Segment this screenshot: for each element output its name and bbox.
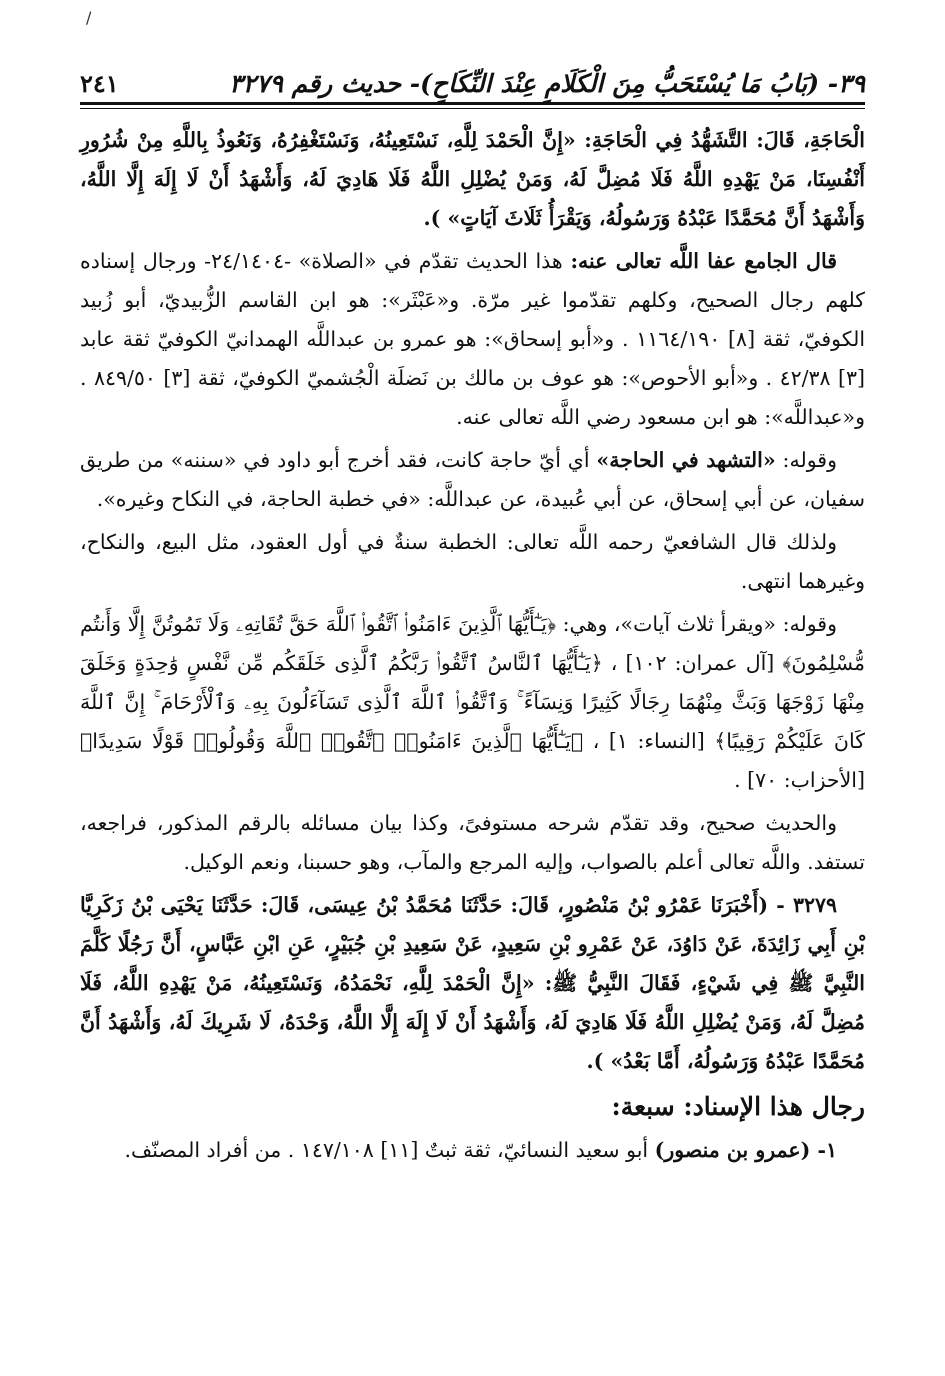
narrator-item-1 xyxy=(80,1131,865,1170)
hadith-3279: ٣٢٧٩ - (أَخْبَرَنَا عَمْرُو بْنُ مَنْصُورٍ، قَالَ: حَدَّثَنَا مُحَمَّدُ بْنُ عِيسَى، قَالَ: حَدَّثَنَا يَحْيَى بْنُ زَكَرِيَّا بْنِ أَبِي زَائِدَةَ، عَنْ دَاوُدَ، عَنْ عَمْرِو بْنِ سَعِيدٍ، عَنْ سَعِيدِ بْنِ جُبَيْرٍ، عَنِ ابْنِ عَبَّاسٍ، أَنَّ رَجُلًا كَلَّمَ النَّبِيَّ ﷺ فِي شَيْءٍ، فَقَالَ النَّبِيُّ ﷺ: «إِنَّ الْحَمْدَ لِلَّهِ، نَحْمَدُهُ، وَنَسْتَعِينُهُ، مَنْ يَهْدِهِ اللَّهُ، فَلَا مُضِلَّ لَهُ، وَمَنْ يُضْلِلِ اللَّهُ فَلَا هَادِيَ لَهُ، وَأَشْهَدُ أَنْ لَا إِلَهَ إِلَّا اللَّهُ، وَحْدَهُ، لَا شَرِيكَ لَهُ، وَأَشْهَدُ أَنَّ مُحَمَّدًا عَبْدُهُ وَرَسُولُهُ، أَمَّا بَعْدُ» ). xyxy=(80,893,865,1073)
narrator-name: ١- (عمرو بن منصور) xyxy=(654,1138,837,1162)
verses-paragraph: وقوله: «ويقرأ ثلاث آيات»، وهي: ﴿يَـٰٓأَيُّهَا ٱلَّذِينَ ءَامَنُوا۟ ٱتَّقُوا۟ ٱللَّهَ حَقَّ تُقَاتِهِۦ وَلَا تَمُوتُنَّ إِلَّا وَأَنتُم مُّسْلِمُونَ﴾ [آل عمران: ١٠٢] ، ﴿يَـٰٓأَيُّهَا ٱلنَّاسُ ٱتَّقُوا۟ رَبَّكُمُ ٱلَّذِى خَلَقَكُم مِّن نَّفْسٍ وَٰحِدَةٍ وَخَلَقَ مِنْهَا زَوْجَهَا وَبَثَّ مِنْهُمَا رِجَالًا كَثِيرًا وَنِسَآءً ۚ وَٱتَّقُوا۟ ٱللَّهَ ٱلَّذِى تَسَآءَلُونَ بِهِۦ وَٱلْأَرْحَامَ ۚ إِنَّ ٱللَّهَ كَانَ عَلَيْكُمْ رَقِيبًا﴾ [النساء: ١] ، ﴿يَـٰٓأَيُّهَا ٱلَّذِينَ ءَامَنُوا۟ ٱتَّقُوا۟ ٱللَّهَ وَقُولُوا۟ قَوْلًا سَدِيدًا﴾ [الأحزاب: ٧٠] . xyxy=(80,612,865,792)
explanation-quote: «التشهد في الحاجة» xyxy=(596,448,776,472)
running-title: ٣٩- (بَابُ مَا يُسْتَحَبُّ مِنَ الْكَلَامِ عِنْدَ النِّكَاحِ)- حديث رقم ٣٢٧٩ xyxy=(229,69,865,98)
hadith-continuation: الْحَاجَةِ، قَالَ: التَّشَهُّدُ فِي الْحَاجَةِ: «إِنَّ الْحَمْدَ لِلَّهِ، نَسْتَعِينُهُ، وَنَسْتَغْفِرُهُ، وَنَعُوذُ بِاللَّهِ مِنْ شُرُورِ أَنْفُسِنَا، مَنْ يَهْدِهِ اللَّهُ فَلَا مُضِلَّ لَهُ، وَمَنْ يُضْلِلِ اللَّهُ فَلَا هَادِيَ لَهُ، وَأَشْهَدُ أَنْ لَا إِلَهَ إِلَّا اللَّهُ، وَأَشْهَدُ أَنَّ مُحَمَّدًا عَبْدُهُ وَرَسُولُهُ، وَيَقْرَأُ ثَلَاثَ آيَاتٍ» ). xyxy=(80,128,865,230)
conclusion-paragraph: والحديث صحيح، وقد تقدّم شرحه مستوفىً، وكذا بيان مسائله بالرقم المذكور، فراجعه، تستفد. واللَّه تعالى أعلم بالصواب، وإليه المرجع والمآب، وهو حسبنا، ونعم الوكيل. xyxy=(80,811,865,874)
section-heading: رجال هذا الإسناد: سبعة: xyxy=(611,1092,865,1121)
page-header xyxy=(80,58,865,98)
page-content xyxy=(80,121,865,1170)
header-rule xyxy=(80,102,865,109)
narrator-details: أبو سعيد النسائيّ، ثقة ثبتٌ [١١] ١٤٧/١٠٨ . من أفراد المصنّف. xyxy=(124,1138,655,1162)
commentary-text: هذا الحديث تقدّم في «الصلاة» -٢٤/١٤٠٤- ورجال إسناده كلهم رجال الصحيح، وكلهم تقدّموا غير مرّة. و«عَبْثَر»: هو ابن القاسم الزُّبيديّ، أبو زُبيد الكوفيّ، ثقة [٨] ١١٦٤/١٩٠ . و«أبو إسحاق»: هو عمرو بن عبداللَّه الهمدانيّ الكوفيّ ثقة عابد [٣] ٤٢/٣٨ . و«أبو الأحوص»: هو عوف بن مالك بن نَضلَة الْجُشميّ الكوفيّ، ثقة [٣] ٨٤٩/٥٠ . و«عبداللَّه»: هو ابن مسعود رضي اللَّه تعالى عنه. xyxy=(80,249,866,429)
commentary-lead: قال الجامع عفا اللَّه تعالى عنه: xyxy=(570,249,837,273)
commentary-paragraph xyxy=(80,242,865,437)
shafii-paragraph: ولذلك قال الشافعيّ رحمه اللَّه تعالى: الخطبة سنةٌ في أول العقود، مثل البيع، والنكاح، وغيرهما انتهى. xyxy=(80,530,865,593)
corner-mark: / xyxy=(86,8,92,27)
explanation-paragraph xyxy=(80,441,865,519)
page-number: ٢٤١ xyxy=(80,69,119,98)
explanation-post: أي أيّ حاجة كانت، فقد أخرج أبو داود في «سننه» من طريق سفيان، عن أبي إسحاق، عن أبي عُبيدة، عن عبداللَّه: «في خطبة الحاجة، في النكاح وغيره». xyxy=(80,448,865,511)
explanation-pre: وقوله: xyxy=(775,448,837,472)
